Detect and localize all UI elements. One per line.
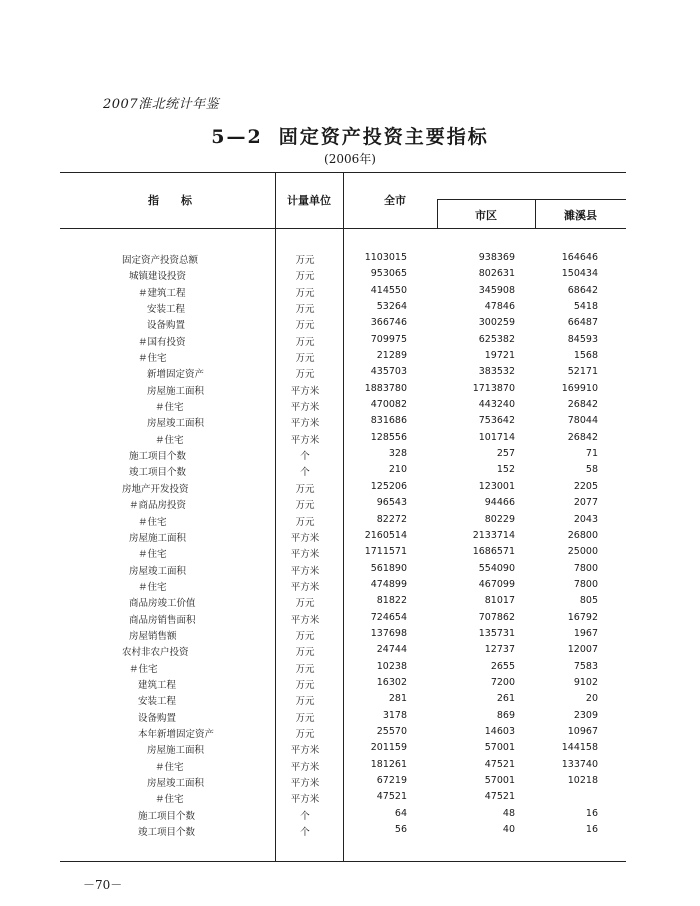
county-cell: 26842: [567, 399, 598, 411]
county-cell: 25000: [567, 546, 598, 558]
unit-cell: 万元: [295, 320, 315, 332]
city-total-cell: 724654: [370, 611, 407, 623]
city-total-cell: 81822: [376, 595, 407, 607]
unit-cell: 万元: [295, 483, 315, 495]
city-total-cell: 67219: [376, 775, 407, 786]
unit-cell: 平方米: [290, 778, 320, 789]
indicator-cell: ＃住宅: [155, 402, 184, 414]
indicator-cell: 竣工项目个数: [138, 827, 196, 839]
county-cell: 1568: [573, 350, 598, 362]
county-cell: 9102: [573, 676, 598, 688]
county-cell: 66487: [567, 317, 598, 329]
county-cell: 2077: [573, 497, 598, 509]
unit-cell: 万元: [295, 353, 315, 365]
table-row: [0, 626, 700, 642]
indicator-cell: ＃国有投资: [138, 336, 186, 348]
city-total-cell: 1711571: [364, 546, 407, 558]
district-cell: 152: [496, 464, 515, 476]
yearbook-header: 2007淮北统计年鉴: [103, 97, 220, 112]
district-cell: 57001: [484, 775, 515, 786]
indicator-cell: ＃商品房投资: [129, 500, 187, 512]
county-cell: 68642: [567, 284, 598, 296]
unit-cell: 万元: [295, 369, 315, 381]
county-cell: 805: [579, 595, 598, 607]
table-row: [0, 397, 700, 413]
county-cell: 26800: [567, 529, 598, 541]
city-total-cell: 435703: [370, 366, 407, 378]
county-cell: 1967: [573, 627, 598, 639]
unit-cell: 万元: [295, 287, 315, 299]
table-row: [0, 659, 700, 675]
indicator-cell: 房屋施工面积: [147, 745, 205, 757]
indicator-cell: ＃住宅: [138, 549, 167, 561]
county-cell: 78044: [567, 415, 598, 427]
table-row: [0, 724, 700, 740]
indicator-cell: ＃住宅: [155, 434, 184, 446]
indicator-cell: 安装工程: [138, 696, 177, 708]
unit-cell: 万元: [295, 304, 315, 316]
city-total-cell: 10238: [376, 660, 407, 672]
unit-cell: 万元: [295, 712, 315, 724]
unit-cell: 万元: [295, 679, 315, 691]
table-row: [0, 806, 700, 822]
district-cell: 101714: [478, 431, 515, 443]
city-total-cell: 2160514: [364, 529, 407, 541]
district-cell: 707862: [478, 611, 515, 623]
indicator-cell: 新增固定资产: [147, 369, 205, 381]
indicator-cell: ＃住宅: [138, 353, 167, 365]
city-total-cell: 82272: [376, 513, 407, 525]
district-cell: 94466: [484, 497, 515, 509]
district-cell: 753642: [478, 415, 515, 427]
table-row: [0, 381, 700, 397]
table-row: [0, 642, 700, 658]
unit-cell: 平方米: [290, 581, 320, 593]
unit-cell: 平方米: [290, 418, 320, 430]
table-row: [0, 561, 700, 577]
table-number: 5—2: [211, 126, 263, 148]
district-cell: 261: [496, 693, 515, 705]
indicator-cell: 安装工程: [147, 304, 186, 316]
indicator-cell: 房屋竣工面积: [147, 418, 205, 430]
header-indicator: 指 标: [148, 194, 192, 207]
header-unit: 计量单位: [287, 194, 331, 207]
header-county: 濉溪县: [564, 209, 597, 222]
county-cell: 16: [585, 824, 598, 836]
indicator-cell: 房地产开发投资: [122, 483, 189, 495]
indicator-cell: 固定资产投资总额: [122, 255, 199, 266]
district-cell: 135731: [478, 627, 515, 639]
header-city-total: 全市: [384, 194, 406, 207]
indicator-cell: ＃住宅: [138, 581, 167, 593]
table-row: [0, 495, 700, 511]
city-total-cell: 328: [388, 448, 407, 460]
county-cell: 5418: [573, 301, 598, 313]
indicator-cell: ＃住宅: [129, 663, 158, 675]
county-cell: 2309: [573, 709, 598, 721]
county-cell: 7800: [573, 578, 598, 590]
city-total-cell: 470082: [370, 399, 407, 411]
unit-cell: 平方米: [290, 434, 320, 446]
district-cell: 1713870: [472, 382, 515, 394]
table-row: [0, 332, 700, 348]
district-cell: 383532: [478, 366, 515, 378]
indicator-cell: 竣工项目个数: [129, 467, 187, 479]
indicator-cell: ＃住宅: [155, 761, 184, 773]
table-subtitle: (2006年): [324, 152, 376, 166]
unit-cell: 平方米: [290, 745, 320, 757]
city-total-cell: 96543: [376, 497, 407, 509]
table-row: [0, 708, 700, 724]
county-cell: 10967: [567, 725, 598, 737]
table-row: [0, 577, 700, 593]
city-total-cell: 21289: [376, 350, 407, 362]
county-cell: 16792: [567, 611, 598, 623]
indicator-cell: 设备购置: [147, 320, 186, 332]
table-row: [0, 479, 700, 495]
district-cell: 7200: [490, 676, 515, 688]
city-total-cell: 1103015: [364, 252, 407, 263]
county-cell: 10218: [567, 775, 598, 786]
unit-cell: 万元: [295, 516, 315, 528]
district-cell: 48: [502, 807, 515, 819]
table-row: [0, 757, 700, 773]
district-cell: 12737: [484, 644, 515, 656]
city-total-cell: 561890: [370, 562, 407, 574]
city-total-cell: 53264: [376, 301, 407, 313]
table-row: [0, 789, 700, 805]
district-cell: 443240: [478, 399, 515, 411]
county-cell: 71: [585, 448, 598, 460]
table-row: [0, 446, 700, 462]
unit-cell: 万元: [295, 336, 315, 348]
district-cell: 2655: [490, 660, 515, 672]
unit-cell: 个: [300, 827, 310, 839]
county-cell: 2043: [573, 513, 598, 525]
district-cell: 47846: [484, 301, 515, 313]
unit-cell: 万元: [295, 630, 315, 642]
unit-cell: 平方米: [290, 761, 320, 773]
county-cell: 7800: [573, 562, 598, 574]
indicator-cell: 农村非农户投资: [122, 647, 189, 659]
unit-cell: 平方米: [290, 402, 320, 414]
table-row: [0, 315, 700, 331]
unit-cell: 个: [300, 451, 310, 463]
city-total-cell: 137698: [370, 627, 407, 639]
county-cell: 58: [585, 464, 598, 476]
indicator-cell: 房屋竣工面积: [147, 778, 205, 789]
county-cell: 20: [585, 693, 598, 705]
county-cell: 169910: [561, 382, 598, 394]
unit-cell: 万元: [295, 255, 315, 266]
district-cell: 47521: [484, 758, 515, 770]
unit-cell: 万元: [295, 696, 315, 708]
table-row: [0, 250, 700, 266]
county-cell: 26842: [567, 431, 598, 443]
district-cell: 57001: [484, 742, 515, 754]
district-cell: 869: [496, 709, 515, 721]
table-row: [0, 299, 700, 315]
district-cell: 81017: [484, 595, 515, 607]
unit-cell: 平方米: [290, 385, 320, 397]
district-cell: 47521: [484, 791, 515, 803]
county-cell: 12007: [567, 644, 598, 656]
indicator-cell: ＃住宅: [155, 794, 184, 806]
table-row: [0, 266, 700, 282]
county-cell: 2205: [573, 480, 598, 492]
county-cell: 144158: [561, 742, 598, 754]
district-cell: 345908: [478, 284, 515, 296]
city-total-cell: 16302: [376, 676, 407, 688]
table-row: [0, 610, 700, 626]
unit-cell: 平方米: [290, 549, 320, 561]
table-row: [0, 675, 700, 691]
indicator-cell: 房屋施工面积: [147, 385, 205, 397]
indicator-cell: 施工项目个数: [138, 810, 196, 822]
table-row: [0, 773, 700, 789]
table-row: [0, 462, 700, 478]
table-row: [0, 593, 700, 609]
county-cell: 133740: [561, 758, 598, 770]
city-total-cell: 474899: [370, 578, 407, 590]
unit-cell: 万元: [295, 271, 315, 283]
city-total-cell: 64: [394, 807, 407, 819]
unit-cell: 万元: [295, 500, 315, 512]
table-body: [0, 250, 700, 838]
city-total-cell: 25570: [376, 725, 407, 737]
table-row: [0, 430, 700, 446]
unit-cell: 平方米: [290, 532, 320, 544]
city-total-cell: 1883780: [364, 382, 407, 394]
table-row: [0, 528, 700, 544]
table-row: [0, 740, 700, 756]
table-bottom-rule: [60, 861, 626, 862]
table-title: [0, 122, 700, 149]
table-title-text: 固定资产投资主要指标: [278, 126, 489, 148]
indicator-cell: ＃住宅: [138, 516, 167, 528]
table-row: [0, 512, 700, 528]
city-total-cell: 953065: [370, 268, 407, 280]
city-total-cell: 414550: [370, 284, 407, 296]
city-total-cell: 56: [394, 824, 407, 836]
city-total-cell: 201159: [370, 742, 407, 754]
district-cell: 257: [496, 448, 515, 460]
table-row: [0, 283, 700, 299]
district-cell: 19721: [484, 350, 515, 362]
county-cell: 52171: [567, 366, 598, 378]
indicator-cell: 商品房竣工价值: [129, 598, 196, 610]
district-cell: 467099: [478, 578, 515, 590]
table-row: [0, 364, 700, 380]
indicator-cell: 房屋销售额: [129, 630, 177, 642]
indicator-cell: 建筑工程: [138, 679, 177, 691]
county-cell: 84593: [567, 333, 598, 345]
district-cell: 80229: [484, 513, 515, 525]
table-row: [0, 544, 700, 560]
table-row: [0, 822, 700, 838]
indicator-cell: 本年新增固定资产: [138, 728, 215, 740]
city-total-cell: 181261: [370, 758, 407, 770]
city-total-cell: 3178: [382, 709, 407, 721]
city-total-cell: 831686: [370, 415, 407, 427]
table-row: [0, 691, 700, 707]
district-cell: 40: [502, 824, 515, 836]
unit-cell: 万元: [295, 728, 315, 740]
unit-cell: 个: [300, 810, 310, 822]
city-total-cell: 47521: [376, 791, 407, 803]
indicator-cell: 设备购置: [138, 712, 177, 724]
indicator-cell: 房屋竣工面积: [129, 565, 187, 577]
county-cell: 16: [585, 807, 598, 819]
table-row: [0, 413, 700, 429]
unit-cell: 平方米: [290, 565, 320, 577]
city-total-cell: 210: [388, 464, 407, 476]
unit-cell: 平方米: [290, 794, 320, 806]
district-cell: 1686571: [472, 546, 515, 558]
city-total-cell: 125206: [370, 480, 407, 492]
indicator-cell: 施工项目个数: [129, 451, 187, 463]
district-cell: 938369: [478, 252, 515, 263]
unit-cell: 平方米: [290, 614, 320, 626]
county-cell: 150434: [561, 268, 598, 280]
district-cell: 802631: [478, 268, 515, 280]
county-cell: 7583: [573, 660, 598, 672]
city-total-cell: 128556: [370, 431, 407, 443]
county-cell: 164646: [561, 252, 598, 263]
city-total-cell: 709975: [370, 333, 407, 345]
city-total-cell: 24744: [376, 644, 407, 656]
subheader-rule: [437, 199, 626, 200]
unit-cell: 万元: [295, 598, 315, 610]
indicator-cell: 房屋施工面积: [129, 532, 187, 544]
indicator-cell: 商品房销售面积: [129, 614, 196, 626]
district-cell: 123001: [478, 480, 515, 492]
unit-cell: 万元: [295, 647, 315, 659]
city-total-cell: 366746: [370, 317, 407, 329]
unit-cell: 万元: [295, 663, 315, 675]
district-cell: 625382: [478, 333, 515, 345]
district-cell: 14603: [484, 725, 515, 737]
page-number: －70－: [83, 878, 123, 892]
unit-cell: 个: [300, 467, 310, 479]
indicator-cell: 城镇建设投资: [129, 271, 187, 283]
district-cell: 300259: [478, 317, 515, 329]
header-district: 市区: [475, 209, 497, 222]
district-cell: 554090: [478, 562, 515, 574]
district-cell: 2133714: [472, 529, 515, 541]
table-row: [0, 348, 700, 364]
indicator-cell: ＃建筑工程: [138, 287, 186, 299]
city-total-cell: 281: [388, 693, 407, 705]
